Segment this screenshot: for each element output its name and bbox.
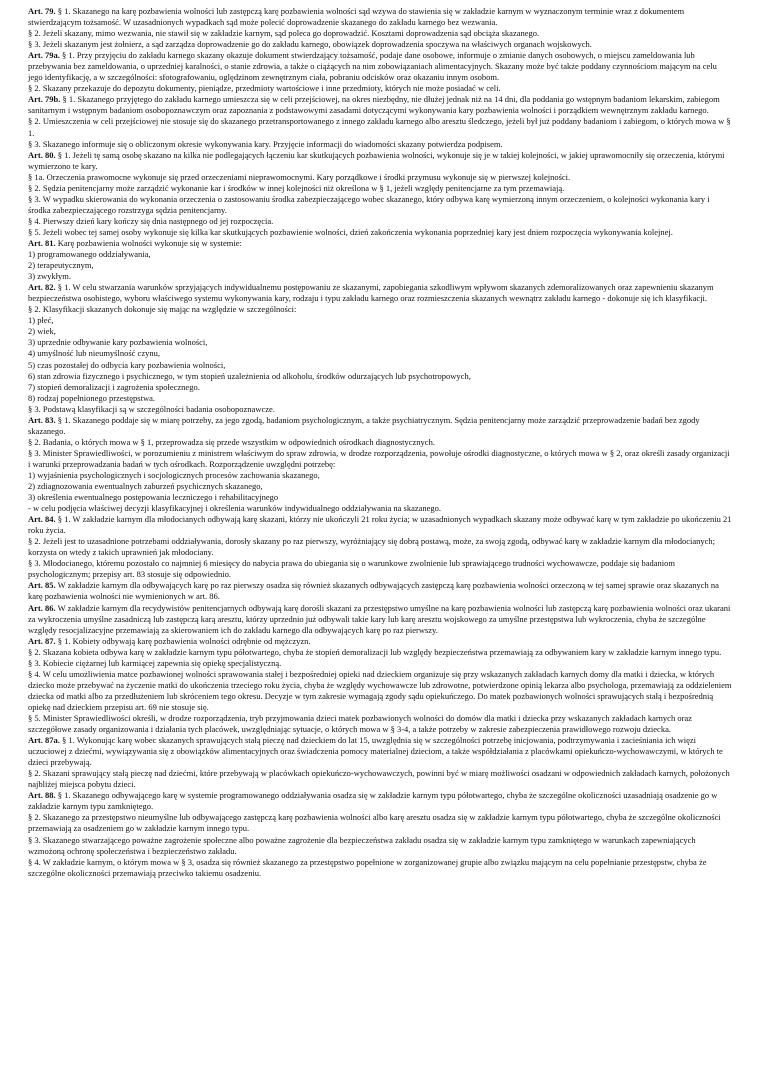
article-paragraph [28,6,732,28]
article-number: Art. 88. [28,790,56,801]
section-paragraph [28,492,732,503]
section-paragraph [28,812,732,834]
paragraph-text: § 3. W wypadku skierowania do wykonania orzeczenia o zastosowaniu środka zabezpieczającego wobec skazanego, który odbywa karę wymierzoną innym orzeczeniem, o kolejności wykonania kary i środka zabezpieczającego rozstrzyga sędzia penitencjarny. [28,193,710,215]
section-paragraph [28,647,732,658]
paragraph-text: W zakładzie karnym dla odbywających karę po raz pierwszy osadza się również skazanych odbywających zastępczą karę pozbawienia wolności orzeczoną w tej samej sprawie oraz skazanych na karę pozbawienia wolności nie wymienionych w art. 86. [28,580,719,602]
article-number: Art. 87a. [28,735,60,746]
paragraph-text: § 5. Minister Sprawiedliwości określi, w drodze rozporządzenia, tryb przyjmowania dzieci matek pozbawionych wolności do domów dla matki i dziecka przy wskazanych zakładach karnych oraz szczegółowe zasady organizowania i działania tych placówek, uwzględniając sytuacje, o których mowa w § 3-4, a także potrzeby w zakresie zabezpieczenia prawidłowego rozwoju dziecka. [28,713,692,735]
section-paragraph [28,658,732,669]
section-paragraph [28,28,732,39]
paragraph-text: § 2. Skazani sprawujący stałą pieczę nad dziećmi, które przebywają w placówkach opiekuńczo-wychowawczych, powinni być w miarę możliwości osadzani w odpowiednich zakładach karnych, położonych najbliżej miejsca pobytu dzieci. [28,768,730,790]
paragraph-text: 4) umyślność lub nieumyślność czynu, [28,348,160,359]
section-paragraph [28,503,732,514]
article-number: Art. 87. [28,635,56,646]
section-paragraph [28,216,732,227]
paragraph-text: § 1. Przy przyjęciu do zakładu karnego skazany okazuje dokument stwierdzający tożsamość, podaje dane osobowe, informuje o zmianie danych osobowych, o miejscu zameldowania lub przebywania bez zameldowania, o uprzedniej karalności, o stanie zdrowia, a także o ciążących na nim zobowiązaniach alimentacyjnych. Skazany może być także poddany czynnościom mającym na celu jego identyfikację, a w szczególności: sfotografowaniu, oględzinom zewnętrznym ciała, pobraniu odcisków oraz okazaniu innym osobom. [28,50,717,83]
article-paragraph [28,415,732,437]
paragraph-text: § 1. Skazanego odbywającego karę w systemie programowanego oddziaływania osadza się w zakładzie karnym typu półotwartego, chyba że szczególne okoliczności uzasadniają osadzenie go w zakładzie karnym typu zamkniętego. [28,790,718,812]
article-paragraph [28,580,732,602]
section-paragraph [28,536,732,558]
article-paragraph [28,94,732,116]
paragraph-text: § 3. Młodocianego, któremu pozostało co najmniej 6 miesięcy do nabycia prawa do ubiegania się o warunkowe zwolnienie lub sprawiającego trudności wychowawcze, poddaje się badaniom psychologicznym; przepisy art. 83 stosuje się odpowiednio. [28,558,675,580]
article-number: Art. 83. [28,414,56,425]
paragraph-text: § 3. Kobiecie ciężarnej lub karmiącej zapewnia się opiekę specjalistyczną. [28,657,282,668]
paragraph-text: § 1. Wykonując karę wobec skazanych sprawujących stałą pieczę nad dzieckiem do lat 15, uwzględnia się w szczególności potrzebę inicjowania, podtrzymywania i zacieśniania ich więzi uczuciowej z dziećmi, wywiązywania się z obowiązków alimentacyjnych oraz świadczenia pomocy materialnej dzieciom, a także współdziałania z placówkami opiekuńczo-wychowawczymi, w których te dzieci przebywają. [28,735,723,768]
paragraph-text: 2) zdiagnozowania ewentualnych zaburzeń psychicznych skazanego, [28,481,263,492]
section-paragraph [28,835,732,857]
article-paragraph [28,514,732,536]
paragraph-text: § 1. Jeżeli tę samą osobę skazano na kilka nie podlegających łączeniu kar skutkujących pozbawienia wolności, wykonuje się je w takiej kolejności, w jakiej uprawomocniły się orzeczenia, którymi wymierzono te kary. [28,149,725,171]
paragraph-text: § 3. Skazanego informuje się o obliczonym okresie wykonywania kary. Przyjęcie informacji do wiadomości skazany potwierdza podpisem. [28,138,503,149]
section-paragraph [28,194,732,216]
section-paragraph [28,448,732,470]
paragraph-text: § 3. Skazanego stwarzającego poważne zagrożenie społeczne albo poważne zagrożenie dla bezpieczeństwa zakładu osadza się w zakładzie karnym typu zamkniętego w warunkach zapewniających wzmożoną ochronę społeczeństwa i bezpieczeństwo zakładu. [28,834,696,856]
section-paragraph [28,558,732,580]
paragraph-text: 7) stopień demoralizacji i zagrożenia społecznego. [28,381,200,392]
section-paragraph [28,139,732,150]
paragraph-text: § 1. Skazanego na karę pozbawienia wolności lub zastępczą karę pozbawienia wolności sąd wzywa do stawienia się w zakładzie karnym w wyznaczonym terminie wraz z dokumentem stwierdzającym tożsamość. W uzasadnionych wypadkach sąd może polecić doprowadzenie skazanego do zakładu karnego bez wezwania. [28,6,685,28]
section-paragraph [28,768,732,790]
paragraph-text: 3) zwykłym. [28,271,71,282]
paragraph-text: § 3. Minister Sprawiedliwości, w porozumieniu z ministrem właściwym do spraw zdrowia, w drodze rozporządzenia, powołuje ośrodki diagnostyczne, o których mowa w § 2, oraz określi zasady organizacji i warunki przeprowadzania badań w tych ośrodkach. Rozporządzenie uwzględni potrzebę: [28,447,730,469]
section-paragraph [28,348,732,359]
paragraph-text: W zakładzie karnym dla recydywistów penitencjarnych odbywają karę dorośli skazani za przestępstwo umyślne na karę pozbawienia wolności lub zastępczą karę pozbawienia wolności oraz ukarani za wykroczenia umyślne zasadniczą lub zastępczą karą aresztu, którzy uprzednio już odbywali takie kary lub karę aresztu wojskowego za umyślne przestępstwa lub wykroczenia, chyba że szczególne względy resocjalizacyjne przemawiają za skierowaniem ich do zakładu karnego dla odbywających karę po raz pierwszy. [28,602,731,635]
paragraph-text: 8) rodzaj popełnionego przestępstwa. [28,392,155,403]
article-number: Art. 85. [28,580,56,591]
section-paragraph [28,83,732,94]
section-paragraph [28,172,732,183]
paragraph-text: 3) określenia ewentualnego postępowania leczniczego i rehabilitacyjnego [28,492,279,503]
article-paragraph [28,50,732,83]
paragraph-text: 2) wiek, [28,326,56,337]
section-paragraph [28,315,732,326]
paragraph-text: § 2. Klasyfikacji skazanych dokonuje się mając na względzie w szczególności: [28,304,297,315]
article-paragraph [28,636,732,647]
paragraph-text: 1) wyjaśnienia psychologicznych i socjologicznych procesów zachowania skazanego, [28,469,320,480]
section-paragraph [28,437,732,448]
paragraph-text: § 4. W zakładzie karnym, o którym mowa w § 3, osadza się również skazanego za przestępstwo popełnione w zorganizowanej grupie albo związku mającym na celu popełnianie przestępstw, chyba że szczególne okoliczności przemawiają przeciwko takiemu osadzeniu. [28,856,707,878]
paragraph-text: 6) stan zdrowia fizycznego i psychicznego, w tym stopień uzależnienia od alkoholu, środków odurzających lub psychotropowych, [28,370,471,381]
section-paragraph [28,470,732,481]
paragraph-text: 5) czas pozostałej do odbycia kary pozbawienia wolności, [28,359,226,370]
section-paragraph [28,713,732,735]
section-paragraph [28,337,732,348]
section-paragraph [28,857,732,879]
paragraph-text: § 1. W zakładzie karnym dla młodocianych odbywają karę skazani, którzy nie ukończyli 21 roku życia; w uzasadnionych wypadkach skazany może odbywać karę w tym zakładzie po ukończeniu 21 roku życia. [28,514,732,536]
section-paragraph [28,326,732,337]
article-number: Art. 86. [28,602,56,613]
article-number: Art. 79. [28,6,56,16]
paragraph-text: § 1. Skazanego poddaje się w miarę potrzeby, za jego zgodą, badaniom psychologicznym, a także psychiatrycznym. Sędzia penitencjarny może zarządzić przeprowadzenie badań bez zgody skazanego. [28,414,700,436]
paragraph-text: § 1. W celu stwarzania warunków sprzyjających indywidualnemu postępowaniu ze skazanymi, zapobiegania szkodliwym wpływom skazanych zdemoralizowanych oraz zapewnieniu skazanym bezpieczeństwa osobistego, wyboru właściwego systemu wykonywania kary, rodzaju i typu zakładu karnego oraz rozmieszczenia skazanych wewnątrz zakładu karnego - dokonuje się ich klasyfikacji. [28,282,714,304]
paragraph-text: § 2. Sędzia penitencjarny może zarządzić wykonanie kar i środków w innej kolejności niż określona w § 1, jeżeli względy penitencjarne za tym przemawiają. [28,182,565,193]
article-paragraph [28,238,732,249]
section-paragraph [28,669,732,713]
article-paragraph [28,790,732,812]
paragraph-text: 1) programowanego oddziaływania, [28,249,151,260]
paragraph-text: § 3. Podstawą klasyfikacji są w szczególności badania osobopoznawcze. [28,403,275,414]
article-number: Art. 84. [28,514,56,525]
article-paragraph [28,735,732,768]
paragraph-text: § 1a. Orzeczenia prawomocne wykonuje się przed orzeczeniami nieprawomocnymi. Kary porządkowe i środki przymusu wykonuje się w pierwszej kolejności. [28,171,571,182]
section-paragraph [28,481,732,492]
article-number: Art. 79a. [28,50,60,61]
section-paragraph [28,360,732,371]
article-number: Art. 79b. [28,94,61,105]
section-paragraph [28,116,732,138]
section-paragraph [28,404,732,415]
paragraph-text: 1) płeć, [28,315,54,326]
section-paragraph [28,39,732,50]
section-paragraph [28,271,732,282]
section-paragraph [28,304,732,315]
article-number: Art. 82. [28,282,56,293]
paragraph-text: § 4. W celu umożliwienia matce pozbawionej wolności sprawowania stałej i bezpośredniej opieki nad dzieckiem organizuje się przy wskazanych zakładach karnych domy dla matki i dziecka, w których dziecko może przebywać na życzenie matki do ukończenia trzeciego roku życia, chyba że względy wychowawcze lub zdrowotne, potwierdzone opinią lekarza albo psychologa, przemawiają za oddzieleniem dziecka od matki albo za przedłużeniem lub skróceniem tego okresu. Decyzje w tym zakresie wymagają zgody sądu opiekuńczego. Do matek pozbawionych wolności sprawujących stałą i bezpośrednią opiekę nad dzieckiem przepisu art. 69 nie stosuje się. [28,668,732,712]
section-paragraph [28,393,732,404]
paragraph-text: 2) terapeutycznym, [28,260,94,271]
paragraph-text: § 1. Kobiety odbywają karę pozbawienia wolności odrębnie od mężczyzn. [55,635,311,646]
paragraph-text: - w celu podjęcia właściwej decyzji klasyfikacyjnej i określenia warunków indywidualnego oddziaływania na skazanego. [28,503,442,514]
paragraph-text: § 5. Jeżeli wobec tej samej osoby wykonuje się kilka kar skutkujących pozbawienie wolności, dzień zakończenia wykonania poprzedniej kary jest dniem rozpoczęcia wykonywania kolejnej. [28,226,673,237]
section-paragraph [28,382,732,393]
paragraph-text: § 2. Skazany przekazuje do depozytu dokumenty, pieniądze, przedmioty wartościowe i inne przedmioty, których nie może posiadać w celi. [28,83,501,94]
section-paragraph [28,249,732,260]
paragraph-text: § 4. Pierwszy dzień kary kończy się dnia następnego od jej rozpoczęcia. [28,215,274,226]
article-paragraph [28,282,732,304]
article-number: Art. 81. [28,237,56,248]
section-paragraph [28,260,732,271]
paragraph-text: § 2. Badania, o których mowa w § 1, przeprowadza się przede wszystkim w odpowiednich ośrodkach diagnostycznych. [28,436,435,447]
paragraph-text: § 2. Skazanego za przestępstwo nieumyślne lub odbywającego zastępczą karę pozbawienia wolności albo karę aresztu osadza się w zakładzie karnym typu półotwartego, chyba że szczególne okoliczności przemawiają za osadzeniem go w zakładzie karnym innego typu. [28,812,721,834]
paragraph-text: § 2. Skazana kobieta odbywa karę w zakładzie karnym typu półotwartego, chyba że stopień demoralizacji lub względy bezpieczeństwa przemawiają za odbywaniem kary w zakładzie karnym innego typu. [28,646,722,657]
paragraph-text: § 1. Skazanego przyjętego do zakładu karnego umieszcza się w celi przejściowej, na okres niezbędny, nie dłużej jednak niż na 14 dni, dla poddania go wstępnym badaniom lekarskim, zabiegom sanitarnym i wstępnym badaniom osobopoznawczym oraz zapoznania z podstawowymi zasadami dotyczącymi wykonywania kary pozbawienia wolności i porządkiem wewnętrznym zakładu karnego. [28,94,720,116]
paragraph-text: § 3. Jeżeli skazanym jest żołnierz, a sąd zarządza doprowadzenie go do zakładu karnego, obowiązek doprowadzenia spoczywa na właściwych organach wojskowych. [28,39,592,50]
paragraph-text: § 2. Jeżeli skazany, mimo wezwania, nie stawił się w zakładzie karnym, sąd poleca go doprowadzić. Kosztami doprowadzenia sąd obciąża skazanego. [28,28,540,39]
section-paragraph [28,371,732,382]
paragraph-text: 3) uprzednie odbywanie kary pozbawienia wolności, [28,337,208,348]
section-paragraph [28,183,732,194]
article-number: Art. 80. [28,149,56,160]
paragraph-text: § 2. Umieszczenia w celi przejściowej nie stosuje się do skazanego przetransportowanego z innego zakładu karnego albo aresztu śledczego, jeżeli był już poddany badaniom i zabiegom, o których mowa w § 1. [28,116,731,138]
paragraph-text: § 2. Jeżeli jest to uzasadnione potrzebami oddziaływania, dorosły skazany po raz pierwszy, wyróżniający się dobrą postawą, może, za swoją zgodą, odbywać karę w zakładzie karnym dla młodocianych; korzysta on wtedy z takich uprawnień jak młodociany. [28,536,715,558]
section-paragraph [28,227,732,238]
paragraph-text: Karę pozbawienia wolności wykonuje się w systemie: [55,237,242,248]
article-paragraph [28,603,732,636]
article-paragraph [28,150,732,172]
